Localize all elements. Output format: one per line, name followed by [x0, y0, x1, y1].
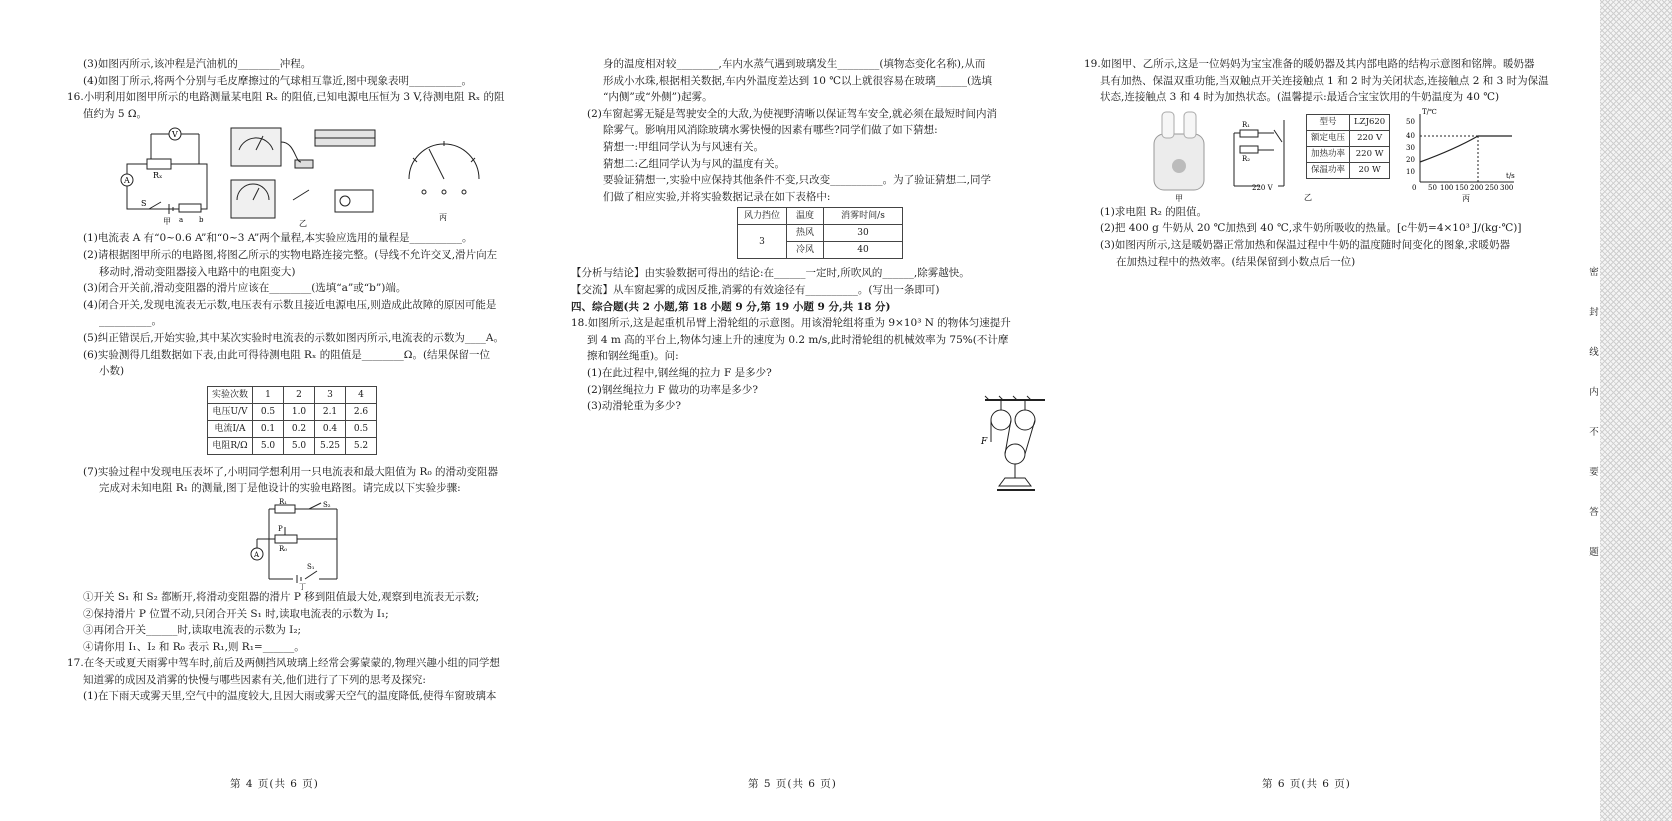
q16-fig-ding — [67, 497, 540, 589]
table-row — [1307, 162, 1390, 178]
binding-margin-pattern — [1600, 0, 1672, 821]
fig-jia-label: 甲 — [1175, 193, 1183, 203]
fig-ding-label: 丁 — [299, 582, 306, 591]
q19-stem-2: 具有加热、保温双重功能,当双触点开关连接触点 1 和 2 时为关闭状态,连接触点 2 和 3 时为保温 — [1100, 74, 1549, 87]
table-cell: 4 — [346, 386, 377, 403]
x-tick: 300 — [1500, 183, 1514, 192]
pulley-diagram — [979, 394, 1051, 494]
x-tick: 100 — [1440, 183, 1454, 192]
ammeter-label: A — [254, 550, 260, 559]
guess-1: 猜想一:甲组同学认为与风速有关。 — [603, 140, 765, 153]
table-cell: LZJ620 — [1350, 114, 1390, 130]
x-tick: 250 — [1485, 183, 1499, 192]
table-cell: 2.1 — [315, 403, 346, 420]
table-cell: 0.5 — [253, 403, 284, 420]
q16-table-wrap — [67, 380, 540, 464]
q16-stem-1: 16.小明利用如图甲所示的电路测量某电阻 Rₓ 的阻值,已知电源电压恒为 3 V,待测电阻 Rₓ 的阻 — [67, 91, 505, 104]
table-header-row — [208, 386, 377, 403]
fig-yi-label: 乙 — [1304, 192, 1312, 202]
q19-stem-3: 状态,连接触点 3 和 4 时为加热状态。(温馨提示:最适合宝宝饮用的牛奶温度为 40 ℃) — [1100, 91, 1500, 104]
q16-7a: (7)实验过程中发现电压表坏了,小明同学想利用一只电流表和最大阻值为 R₀ 的滑动变阻器 — [83, 465, 498, 478]
b-terminal: b — [199, 216, 204, 225]
physical-circuit-yi — [225, 122, 385, 227]
table-cell: 热风 — [787, 225, 824, 242]
supply-voltage: 220 V — [1252, 183, 1273, 192]
y-tick: 20 — [1406, 155, 1415, 164]
q19-stem-1: 19.如图甲、乙所示,这是一位妈妈为宝宝准备的暖奶器及其内部电路的结构示意图和铭牌。暖奶器 — [1084, 58, 1535, 70]
voltmeter-label: V — [172, 130, 178, 140]
table-cell: 5.0 — [253, 437, 284, 454]
q15-4: (4)如图丁所示,将两个分别与毛皮摩擦过的气球相互靠近,图中现象表明__________。 — [83, 74, 473, 87]
table-cell: 0.2 — [284, 420, 315, 437]
q17-1c: 形成小水珠,根据相关数据,车内外温度差达到 10 ℃以上就很容易在玻璃______(选填 — [603, 74, 993, 87]
force-label: F — [981, 437, 988, 447]
x-tick: 150 — [1455, 183, 1469, 192]
q15-3: (3)如图丙所示,该冲程是汽油机的________冲程。 — [83, 58, 312, 70]
q16-step-4: ④请你用 I₁、I₂ 和 R₀ 表示 R₁,则 R₁=______。 — [83, 640, 305, 653]
a-terminal: a — [179, 216, 184, 225]
q17-2d: 们做了相应实验,并将实验数据记录在如下表格中: — [603, 190, 831, 203]
q16-4b: __________。 — [99, 315, 162, 328]
seal-line-text: 密 封 线 内 不 要 答 题 — [1589, 267, 1599, 558]
table-cell: 冷风 — [787, 242, 824, 259]
q17-1b: 身的温度相对较________,车内水蒸气遇到玻璃发生________(填物态变化名称),从而 — [603, 58, 986, 70]
q18-3: (3)动滑轮重为多少? — [587, 400, 682, 413]
p-label: P — [278, 524, 283, 533]
q16-2b: 移动时,滑动变阻器接入电路中的电阻变大) — [99, 265, 296, 278]
fig-yi-label: 乙 — [299, 219, 307, 229]
q17-2b: 除雾气。影响用风消除玻璃水雾快慢的因素有哪些?同学们做了如下猜想: — [603, 124, 938, 137]
page-6-column — [1084, 56, 1574, 270]
q16-stem-2: 值约为 5 Ω。 — [83, 107, 148, 120]
table-cell: 消雾时间/s — [824, 208, 903, 225]
table-cell: 0.5 — [346, 420, 377, 437]
q16-step-1: ①开关 S₁ 和 S₂ 都断开,将滑动变阻器的滑片 P 移到阻值最大处,观察到电流表无示数; — [83, 590, 480, 603]
table-cell: 实验次数 — [208, 386, 253, 403]
table-cell: 5.2 — [346, 437, 377, 454]
y-tick: 0 — [1412, 183, 1417, 192]
q16-6a: (6)实验测得几组数据如下表,由此可得待测电阻 Rₓ 的阻值是________Ω。(结果保留一位 — [83, 348, 491, 361]
table-cell: 电流I/A — [208, 420, 253, 437]
q16-2a: (2)请根据图甲所示的电路图,将图乙所示的实物电路连接完整。(导线不允许交叉,滑片向左 — [83, 248, 498, 261]
q17-conclusion: 【分析与结论】由实验数据可得出的结论:在______一定时,所吹风的______,除雾越快。 — [571, 267, 970, 280]
bottle-warmer-photo — [1144, 106, 1214, 202]
x-axis-label: t/s — [1506, 171, 1515, 180]
ammeter-dial-bing — [399, 124, 489, 224]
table-cell: 2 — [284, 386, 315, 403]
table-cell: 额定电压 — [1307, 130, 1350, 146]
table-cell: 20 W — [1350, 162, 1390, 178]
table-cell: 220 W — [1350, 146, 1390, 162]
table-cell: 风力挡位 — [738, 208, 787, 225]
guess-2: 猜想二:乙组同学认为与风的温度有关。 — [603, 157, 786, 170]
table-cell: 保温功率 — [1307, 162, 1350, 178]
section-4-heading: 四、综合题(共 2 小题,第 18 小题 9 分,第 19 小题 9 分,共 18 分) — [571, 300, 891, 313]
y-tick: 30 — [1406, 143, 1415, 152]
q18-stem-2: 到 4 m 高的平台上,物体匀速上升的速度为 0.2 m/s,此时滑轮组的机械效率为 75%(不计摩 — [587, 333, 1009, 346]
q17-1a: (1)在下雨天或雾天里,空气中的温度较大,且因大雨或雾天空气的温度降低,使得车窗玻璃本 — [83, 690, 497, 703]
q16-6b: 小数) — [99, 365, 125, 378]
table-cell: 加热功率 — [1307, 146, 1350, 162]
y-tick: 40 — [1406, 131, 1415, 140]
q16-3: (3)闭合开关前,滑动变阻器的滑片应该在________(选填“a”或“b”)端。 — [83, 282, 407, 295]
page-6-footer: 第 6 页(共 6 页) — [1262, 778, 1351, 790]
page-4-footer: 第 4 页(共 6 页) — [230, 778, 319, 790]
q19-3a: (3)如图丙所示,这是暖奶器正常加热和保温过程中牛奶的温度随时间变化的图象,求暖奶器 — [1100, 238, 1511, 251]
table-cell: 220 V — [1350, 130, 1390, 146]
q16-4a: (4)闭合开关,发现电流表无示数,电压表有示数且接近电源电压,则造成此故障的原因可能是 — [83, 298, 497, 311]
table-cell: 40 — [824, 242, 903, 259]
table-cell: 电阻R/Ω — [208, 437, 253, 454]
x-tick: 50 — [1428, 183, 1437, 192]
q18-2: (2)钢丝绳拉力 F 做功的功率是多少? — [587, 383, 758, 396]
q19-1: (1)求电阻 R₂ 的阻值。 — [1100, 205, 1208, 218]
page-4-column — [67, 56, 540, 705]
q18-stem-1: 18.如图所示,这是起重机吊臂上滑轮组的示意图。用该滑轮组将重为 9×10³ N 的物体匀速提升 — [571, 317, 1011, 330]
fig-jia-label: 甲 — [163, 217, 171, 227]
table-cell: 温度 — [787, 208, 824, 225]
x-tick: 200 — [1470, 183, 1484, 192]
temperature-time-chart — [1402, 106, 1522, 202]
q19-2: (2)把 400 g 牛奶从 20 ℃加热到 40 ℃,求牛奶所吸收的热量。[c牛奶=4×10³ J/(kg·℃)] — [1100, 222, 1522, 235]
q16-step-2: ②保持滑片 P 位置不动,只闭合开关 S₁ 时,读取电流表的示数为 I₁; — [83, 607, 389, 620]
table-cell: 型号 — [1307, 114, 1350, 130]
table-row — [208, 403, 377, 420]
circuit-diagram-jia — [119, 124, 219, 227]
page-5-column — [571, 56, 1061, 447]
table-cell: 2.6 — [346, 403, 377, 420]
r2-label: R₂ — [1242, 154, 1251, 163]
y-axis-label: T/℃ — [1422, 107, 1437, 116]
q19-figures — [1084, 106, 1574, 204]
table-cell: 0.4 — [315, 420, 346, 437]
q17-1d: “内侧”或“外侧”)起雾。 — [603, 91, 713, 104]
fig-bing-label: 丙 — [439, 213, 447, 223]
y-tick: 50 — [1406, 117, 1415, 126]
table-row — [208, 437, 377, 454]
switch-label: S — [141, 199, 147, 209]
q17-stem-1: 17.在冬天或夏天雨雾中驾车时,前后及两侧挡风玻璃上经常会雾蒙蒙的,物理兴趣小组的同学想 — [67, 657, 500, 670]
table-cell: 3 — [315, 386, 346, 403]
q17-2c: 要验证猜想一,实验中应保持其他条件不变,只改变__________。为了验证猜想二,同学 — [603, 174, 992, 187]
page-5-footer: 第 5 页(共 6 页) — [748, 778, 837, 790]
q16-5: (5)纠正错误后,开始实验,其中某次实验时电流表的示数如图丙所示,电流表的示数为____A。 — [83, 331, 504, 344]
q17-table-wrap — [571, 205, 1061, 265]
rx-label: Rₓ — [153, 171, 163, 181]
q16-7b: 完成对未知电阻 R₁ 的测量,图丁是他设计的实验电路图。请完成以下实验步骤: — [99, 482, 461, 495]
q16-figures — [67, 122, 540, 230]
table-cell: 3 — [738, 225, 787, 259]
ammeter-label: A — [124, 176, 130, 186]
q16-data-table — [207, 386, 377, 455]
fig-bing-label: 丙 — [1462, 193, 1470, 203]
table-row — [1307, 146, 1390, 162]
table-cell: 电压U/V — [208, 403, 253, 420]
q18-stem-3: 擦和钢丝绳重)。问: — [587, 350, 679, 363]
table-row — [1307, 130, 1390, 146]
y-tick: 10 — [1406, 167, 1415, 176]
table-row — [738, 225, 903, 242]
r0-label: R₀ — [279, 544, 288, 553]
s2-label: S₂ — [323, 500, 331, 509]
table-header-row — [738, 208, 903, 225]
q19-3b: 在加热过程中的热效率。(结果保留到小数点后一位) — [1116, 255, 1356, 268]
table-cell: 30 — [824, 225, 903, 242]
q16-1: (1)电流表 A 有“0~0.6 A”和“0~3 A”两个量程,本实验应选用的量程是__________。 — [83, 232, 473, 245]
table-cell: 5.25 — [315, 437, 346, 454]
nameplate-table — [1306, 114, 1390, 179]
circuit-diagram-ding — [247, 499, 357, 589]
s1-label: S₁ — [307, 562, 315, 571]
r1-label: R₁ — [1242, 120, 1251, 129]
q18-1: (1)在此过程中,钢丝绳的拉力 F 是多少? — [587, 366, 772, 379]
table-row — [1307, 114, 1390, 130]
table-row — [208, 420, 377, 437]
table-cell: 5.0 — [284, 437, 315, 454]
table-cell: 1 — [253, 386, 284, 403]
q17-data-table — [737, 207, 903, 259]
q17-exchange: 【交流】从车窗起雾的成因反推,消雾的有效途径有__________。(写出一条即可) — [571, 283, 940, 296]
r1-label: R₁ — [279, 497, 288, 506]
warmer-circuit-yi — [1230, 110, 1310, 200]
table-cell: 0.1 — [253, 420, 284, 437]
q16-step-3: ③再闭合开关______时,读取电流表的示数为 I₂; — [83, 624, 302, 637]
q17-stem-2: 知道雾的成因及消雾的快慢与哪些因素有关,他们进行了下列的思考及探究: — [83, 673, 426, 686]
q17-2a: (2)车窗起雾无疑是驾驶安全的大敌,为使视野清晰以保证驾车安全,就必须在最短时间内消 — [587, 107, 998, 120]
table-cell: 1.0 — [284, 403, 315, 420]
